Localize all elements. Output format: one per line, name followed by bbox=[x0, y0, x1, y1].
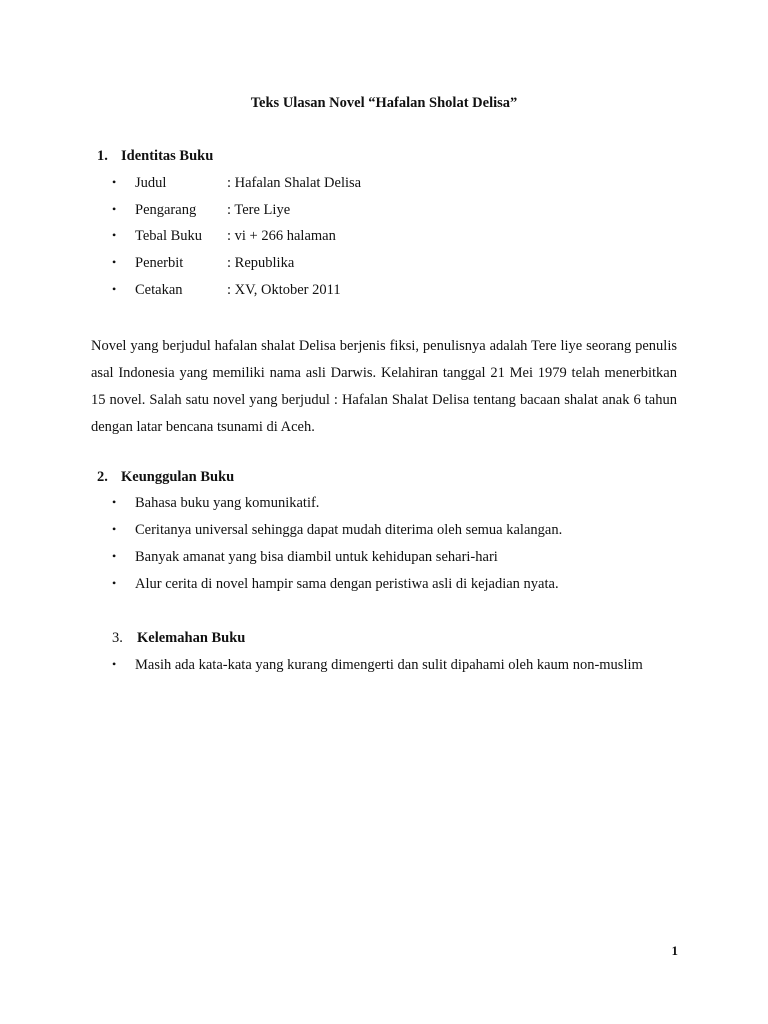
identity-key: Tebal Buku bbox=[135, 228, 203, 244]
identity-item bbox=[112, 253, 294, 273]
bullet-icon: • bbox=[112, 282, 117, 296]
body-paragraph: Novel yang berjudul hafalan shalat Delisa berjenis fiksi, penulisnya adalah Tere liye seorang penulis asal Indonesia yang memiliki nama asli Darwis. Kelahiran tanggal 21 Mei 1979 telah menerbitkan 15 novel. Salah satu novel yang berjudul : Hafalan Shalat Delisa tentang bacaan shalat anak 6 tahun dengan latar bencana tsunami di Aceh. bbox=[91, 338, 677, 435]
section-identitas-heading bbox=[97, 146, 213, 166]
bullet-icon: • bbox=[112, 522, 117, 536]
list-item-text: Banyak amanat yang bisa diambil untuk kehidupan sehari-hari bbox=[135, 549, 498, 565]
list-item-text: Ceritanya universal sehingga dapat mudah diterima oleh semua kalangan. bbox=[135, 522, 563, 538]
list-item bbox=[112, 574, 559, 594]
identity-item bbox=[112, 226, 336, 246]
list-item-text: Alur cerita di novel hampir sama dengan peristiwa asli di kejadian nyata. bbox=[135, 576, 559, 592]
bullet-icon: • bbox=[112, 657, 117, 671]
identity-value: : Hafalan Shalat Delisa bbox=[227, 175, 362, 191]
section-title: Kelemahan Buku bbox=[137, 630, 246, 646]
identity-key: Pengarang bbox=[135, 202, 197, 218]
identity-key: Cetakan bbox=[135, 282, 183, 298]
list-item bbox=[112, 655, 643, 675]
identity-item bbox=[112, 280, 341, 300]
identity-value: : XV, Oktober 2011 bbox=[227, 282, 341, 298]
bullet-icon: • bbox=[112, 549, 117, 563]
identity-key: Judul bbox=[135, 175, 167, 191]
section-number: 2. bbox=[97, 469, 108, 485]
document-title: Teks Ulasan Novel “Hafalan Sholat Delisa” bbox=[250, 95, 518, 111]
bullet-icon: • bbox=[112, 495, 117, 509]
identity-item bbox=[112, 173, 361, 193]
bullet-icon: • bbox=[112, 255, 117, 269]
section-title: Identitas Buku bbox=[121, 148, 214, 164]
list-item bbox=[112, 493, 319, 513]
bullet-icon: • bbox=[112, 228, 117, 242]
page-number: 1 bbox=[671, 943, 678, 958]
section-keunggulan-heading bbox=[97, 467, 234, 487]
identity-value: : Tere Liye bbox=[227, 202, 291, 218]
bullet-icon: • bbox=[112, 175, 117, 189]
section-number: 1. bbox=[97, 148, 108, 164]
list-item bbox=[112, 520, 562, 540]
identity-value: : vi + 266 halaman bbox=[227, 228, 336, 244]
list-item-text: Masih ada kata-kata yang kurang dimengerti dan sulit dipahami oleh kaum non-muslim bbox=[135, 657, 643, 673]
identity-item bbox=[112, 200, 290, 220]
list-item-text: Bahasa buku yang komunikatif. bbox=[135, 495, 320, 511]
bullet-icon: • bbox=[112, 202, 117, 216]
identity-value: : Republika bbox=[227, 255, 295, 271]
section-title: Keunggulan Buku bbox=[121, 469, 235, 485]
section-number: 3. bbox=[112, 630, 123, 646]
list-item bbox=[112, 547, 498, 567]
bullet-icon: • bbox=[112, 576, 117, 590]
identity-key: Penerbit bbox=[135, 255, 184, 271]
section-kelemahan-heading bbox=[112, 628, 245, 648]
